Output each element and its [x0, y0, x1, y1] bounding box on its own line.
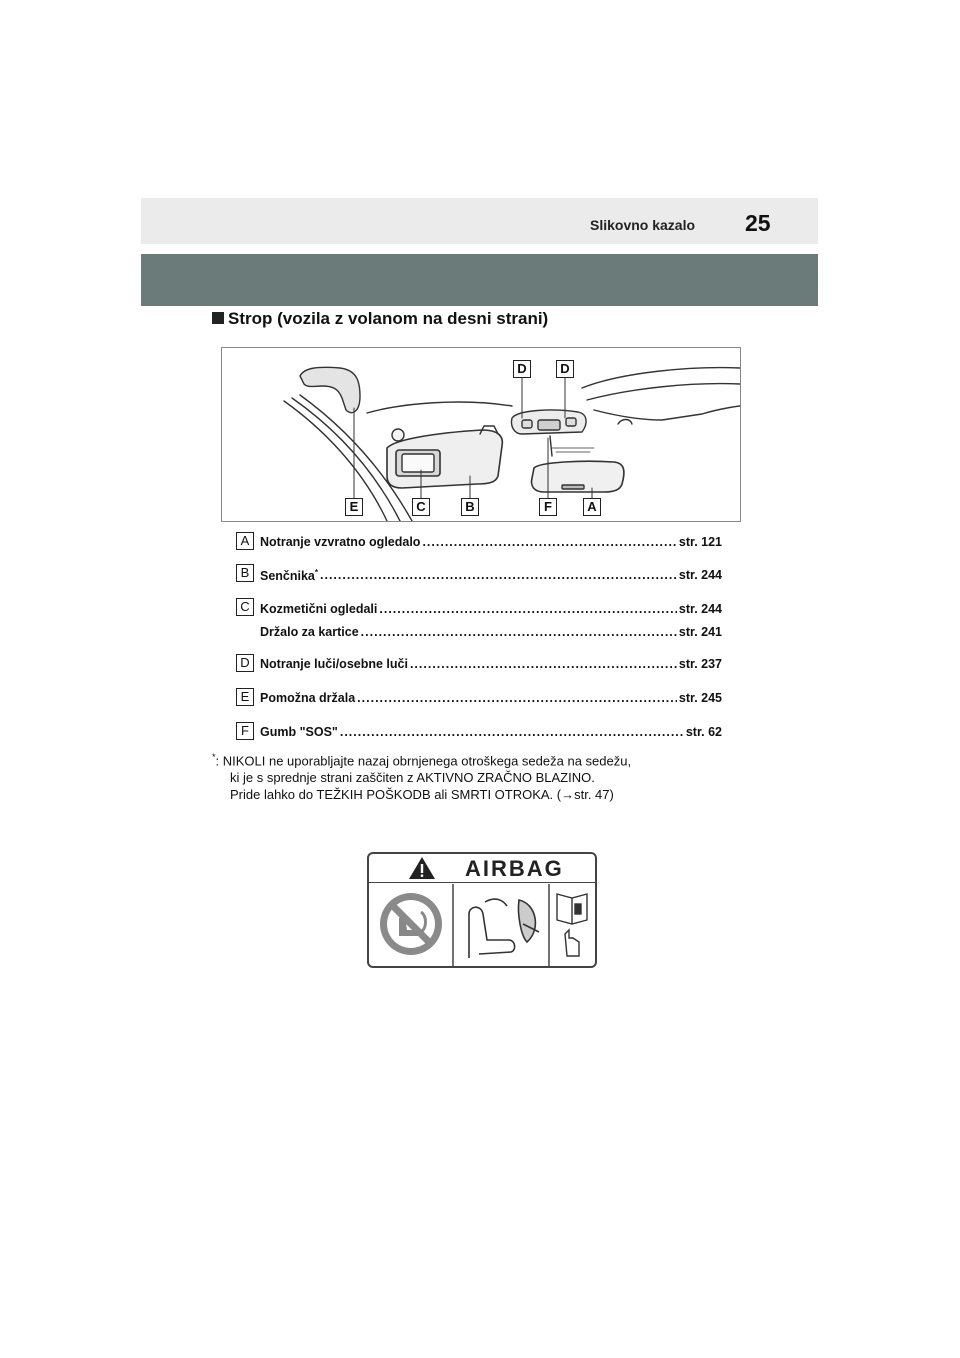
- entry-page-ref: str. 244: [678, 568, 722, 582]
- section-title: Slikovno kazalo: [590, 217, 696, 233]
- entry-label: Gumb "SOS": [260, 725, 338, 739]
- callout-b: B: [461, 498, 479, 516]
- entry-label: Držalo za kartice: [260, 625, 359, 639]
- leader-dots: [410, 657, 677, 671]
- entry-page-ref: str. 62: [685, 725, 722, 739]
- legend-entry: [260, 535, 722, 549]
- entry-label: Senčnika: [260, 569, 315, 584]
- square-bullet-icon: [212, 312, 224, 324]
- leader-dots: [379, 602, 677, 616]
- leader-dots: [357, 691, 677, 705]
- leader-dots: [320, 568, 677, 583]
- page-number: 25: [745, 210, 771, 236]
- airbag-label-header: [369, 854, 595, 883]
- no-rear-facing-seat-icon: [380, 893, 442, 955]
- entry-label: Kozmetični ogledali: [260, 602, 378, 616]
- footnote-marker: *: [314, 568, 319, 577]
- ceiling-illustration: [221, 347, 741, 522]
- legend-letter: A: [236, 532, 254, 550]
- footnote-line-1: : NIKOLI ne uporabljajte nazaj obrnjenega otroškega sedeža na sedežu,: [215, 753, 632, 769]
- footnote-marker: *: [212, 752, 216, 762]
- callout-a: A: [583, 498, 601, 516]
- airbag-warning-label: [367, 852, 597, 968]
- leader-dots: [340, 725, 684, 739]
- callout-e: E: [345, 498, 363, 516]
- footnote-line-3: Pride lahko do TEŽKIH POŠKODB ali SMRTI OTROKA. (→str. 47): [230, 787, 614, 803]
- callout-c: C: [412, 498, 430, 516]
- legend-entry: [260, 725, 722, 739]
- leader-dots: [422, 535, 676, 549]
- entry-label: Notranje luči/osebne luči: [260, 657, 408, 671]
- legend-entry: [260, 602, 722, 616]
- entry-page-ref: str. 121: [678, 535, 722, 549]
- legend-letter: B: [236, 564, 254, 582]
- legend-entry: [260, 568, 722, 583]
- entry-label: Pomožna držala: [260, 691, 356, 705]
- ceiling-drawing: [222, 348, 740, 521]
- header-band: [141, 254, 818, 306]
- callout-d-1: D: [513, 360, 531, 378]
- entry-page-ref: str. 241: [678, 625, 722, 639]
- seat-airbag-icon: [469, 899, 539, 958]
- legend-entry: [260, 625, 722, 639]
- section-heading: [212, 309, 548, 329]
- heading-text: Strop (vozila z volanom na desni strani): [228, 309, 549, 328]
- airbag-pictograms: [369, 884, 595, 966]
- warning-triangle-icon: [407, 855, 437, 881]
- footnote-line-2: ki je s sprednje strani zaščiten z AKTIVNO ZRAČNO BLAZINO.: [230, 770, 595, 786]
- legend-letter: C: [236, 598, 254, 616]
- entry-label: Notranje vzvratno ogledalo: [260, 535, 421, 549]
- leader-dots: [361, 625, 677, 639]
- entry-page-ref: str. 245: [678, 691, 722, 705]
- callout-d-2: D: [556, 360, 574, 378]
- airbag-word: AIRBAG: [465, 856, 564, 881]
- legend-letter: D: [236, 654, 254, 672]
- manual-book-icon: [557, 894, 587, 956]
- callout-f: F: [539, 498, 557, 516]
- entry-page-ref: str. 244: [678, 602, 722, 616]
- legend-letter: E: [236, 688, 254, 706]
- legend-entry: [260, 691, 722, 705]
- header-bar: [141, 198, 818, 244]
- entry-page-ref: str. 237: [678, 657, 722, 671]
- legend-letter: F: [236, 722, 254, 740]
- legend-entry: [260, 657, 722, 671]
- footnote: [212, 749, 631, 803]
